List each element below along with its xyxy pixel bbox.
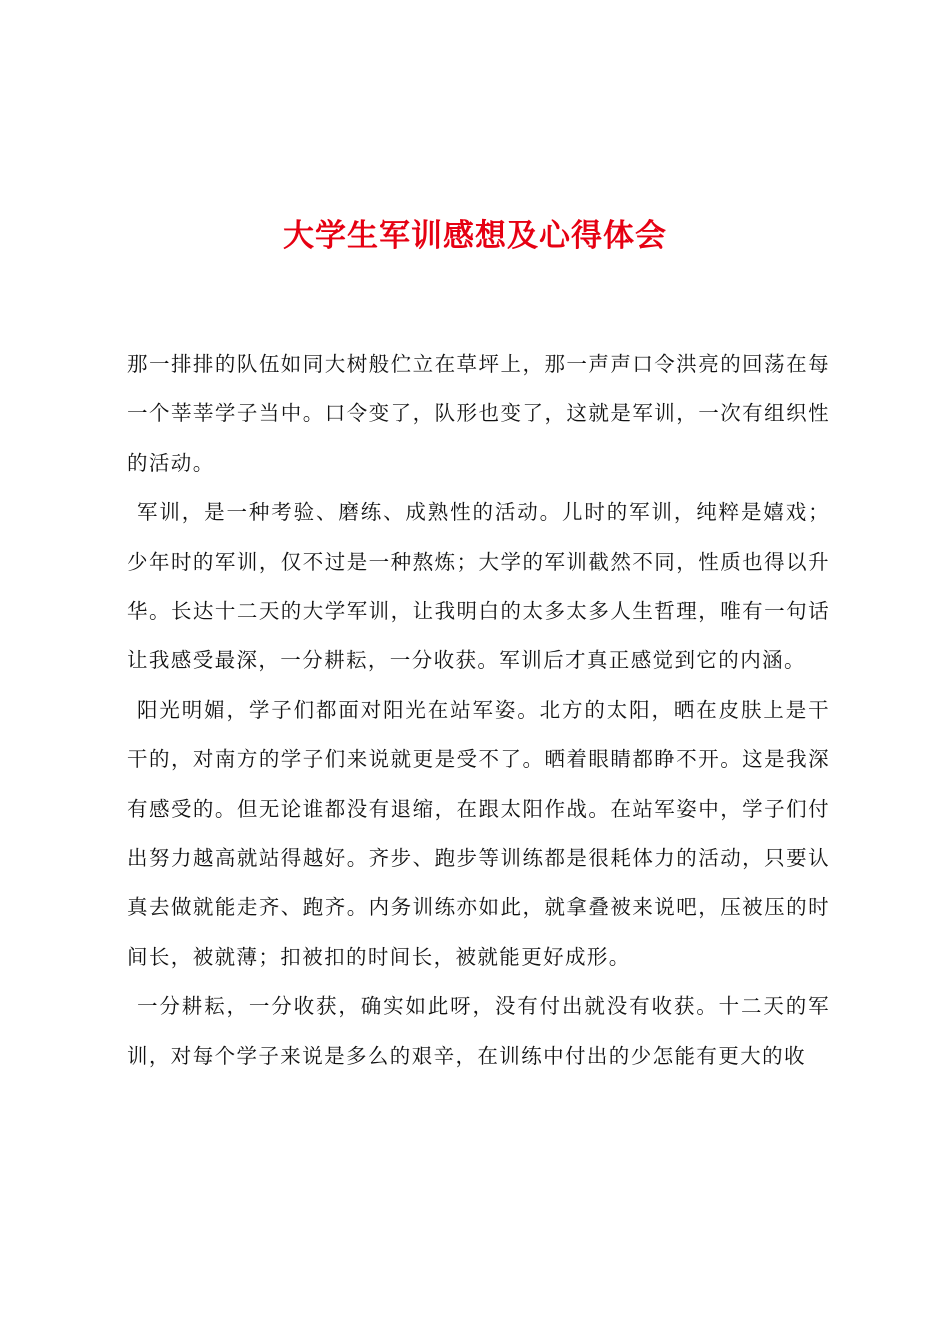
- paragraph-2: 军训，是一种考验、磨练、成熟性的活动。儿时的军训，纯粹是嬉戏；少年时的军训，仅不过是一种熬炼；大学的军训截然不同，性质也得以升华。长达十二天的大学军训，让我明白的太多太多人生哲理，唯有一句话让我感受最深，一分耕耘，一分收获。军训后才真正感觉到它的内涵。: [127, 500, 830, 673]
- paragraph-4: 一分耕耘，一分收获，确实如此呀，没有付出就没有收获。十二天的军训，对每个学子来说是多么的艰辛，在训练中付出的少怎能有更大的收: [127, 994, 830, 1068]
- paragraph-1: 那一排排的队伍如同大树般伫立在草坪上，那一声声口令洪亮的回荡在每一个莘莘学子当中。口令变了，队形也变了，这就是军训，一次有组织性的活动。: [127, 352, 830, 475]
- paragraph-3: 阳光明媚，学子们都面对阳光在站军姿。北方的太阳，晒在皮肤上是干干的，对南方的学子们来说就更是受不了。晒着眼睛都睁不开。这是我深有感受的。但无论谁都没有退缩，在跟太阳作战。在站军姿中，学子们付出努力越高就站得越好。齐步、跑步等训练都是很耗体力的活动，只要认真去做就能走齐、跑齐。内务训练亦如此，就拿叠被来说吧，压被压的时间长，被就薄；扣被扣的时间长，被就能更好成形。: [127, 697, 830, 969]
- document-body: [127, 340, 830, 1081]
- document-title: 大学生军训感想及心得体会: [283, 218, 667, 254]
